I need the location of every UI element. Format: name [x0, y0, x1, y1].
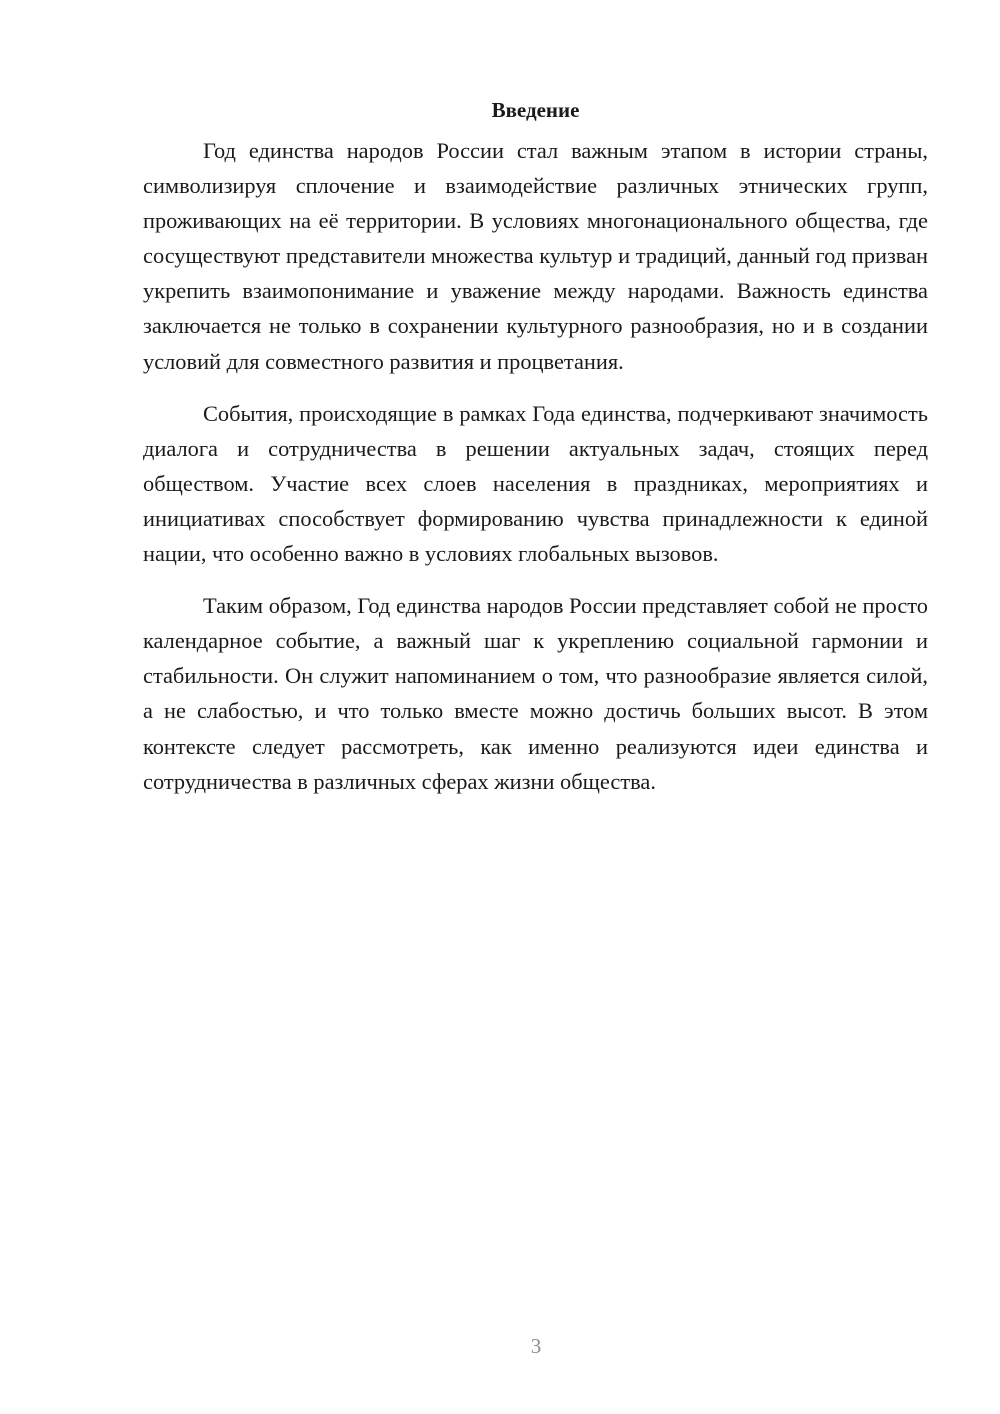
paragraph-2: События, происходящие в рамках Года единства, подчеркивают значимость диалога и сотрудничества в решении актуальных задач, стоящих перед обществом. Участие всех слоев населения в праздниках, мероприятиях и инициативах способствует формированию чувства принадлежности к единой нации, что особенно важно в условиях глобальных вызовов.	[143, 400, 928, 567]
paragraph-3: Таким образом, Год единства народов России представляет собой не просто календарное событие, а важный шаг к укреплению социальной гармонии и стабильности. Он служит напоминанием о том, что разнообразие является силой, а не слабостью, и что только вместе можно достичь больших высот. В этом контексте следует рассмотреть, как именно реализуются идеи единства и сотрудничества в различных сферах жизни общества.	[143, 593, 928, 794]
paragraph-1: Год единства народов России стал важным этапом в истории страны, символизируя сплочение и взаимодействие различных этнических групп, проживающих на её территории. В условиях многонационального общества, где сосуществуют представители множества культур и традиций, данный год призван укрепить взаимопонимание и уважение между народами. Важность единства заключается не только в сохранении культурного разнообразия, но и в создании условий для совместного развития и процветания.	[143, 138, 928, 374]
section-title: Введение	[491, 98, 580, 122]
page-number: 3	[530, 1334, 542, 1358]
page-content	[143, 92, 928, 816]
